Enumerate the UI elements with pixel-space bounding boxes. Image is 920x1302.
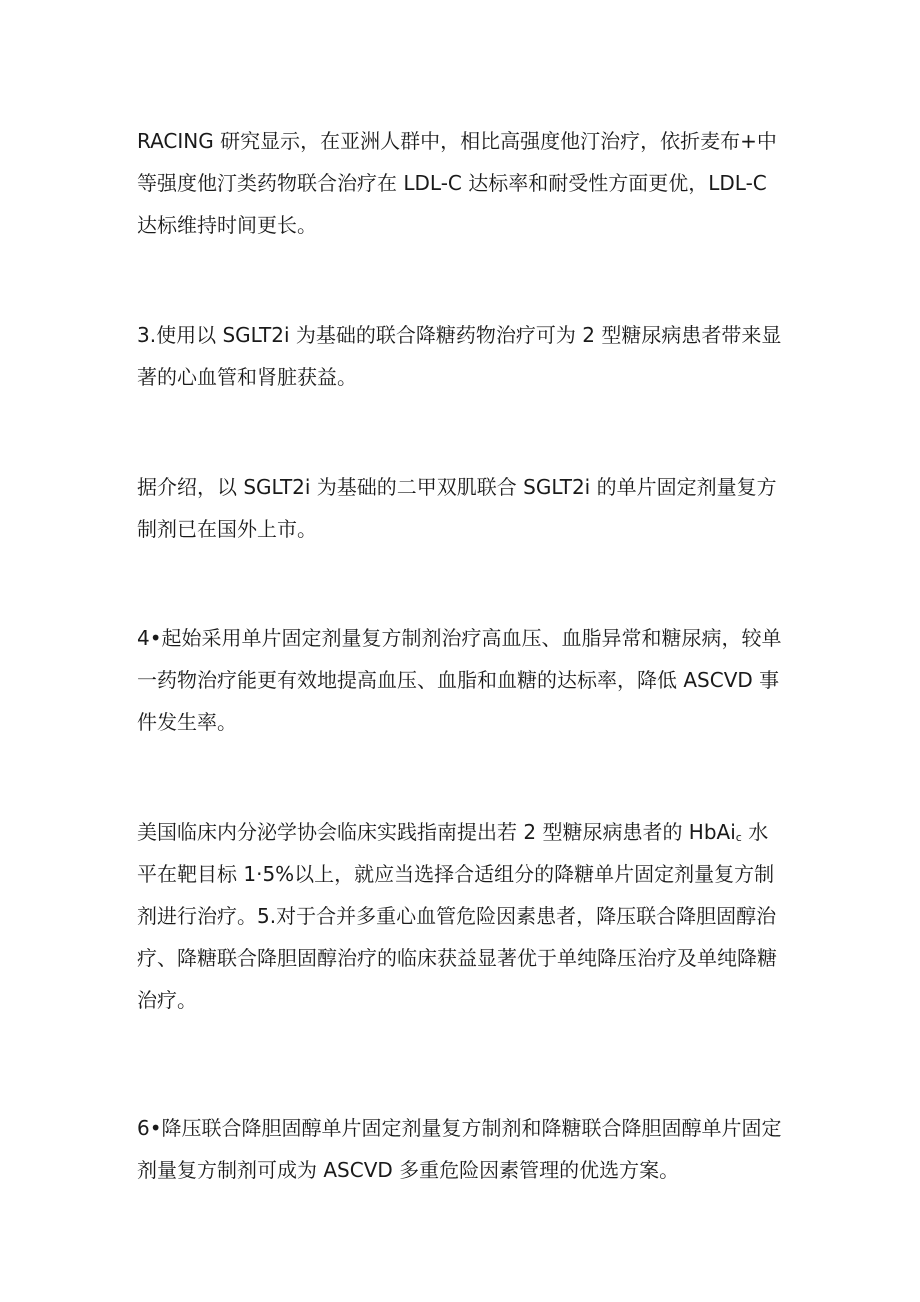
sglt2i-intro-paragraph [137,466,787,550]
text-line: 等强度他汀类药物联合治疗在 LDL-C 达标率和耐受性方面更优，LDL-C [137,171,767,195]
text-line: 剂量复方制剂可成为 ASCVD 多重危险因素管理的优选方案。 [137,1158,680,1182]
text-line: 3.使用以 SGLT2i 为基础的联合降糖药物治疗可为 2 型糖尿病患者带来显 [137,323,782,347]
guideline-paragraph [137,811,787,1021]
text-line: 平在靶目标 1·5%以上，就应当选择合适组分的降糖单片固定剂量复方制 [137,862,775,886]
text-line: 一药物治疗能更有效地提高血压、血脂和血糖的达标率，降低 ASCVD 事 [137,668,780,692]
point-3-paragraph [137,314,787,398]
racing-study-paragraph [137,120,787,246]
text-line: 达标维持时间更长。 [137,213,317,237]
text-line: 治疗。 [137,988,197,1012]
point-4-paragraph [137,617,787,743]
subscript-c: c [735,831,742,844]
text-line: RACING 研究显示，在亚洲人群中，相比高强度他汀治疗，依折麦布+中 [137,129,777,153]
text-line: 据介绍，以 SGLT2i 为基础的二甲双肌联合 SGLT2i 的单片固定剂量复方 [137,475,777,499]
text-line [137,811,787,853]
text-line: 著的心血管和肾脏获益。 [137,365,357,389]
text-segment: 美国临床内分泌学协会临床实践指南提出若 2 型糖尿病患者的 HbAi [137,820,736,844]
point-6-paragraph [137,1107,787,1191]
text-line: 件发生率。 [137,710,237,734]
text-line: 6•降压联合降胆固醇单片固定剂量复方制剂和降糖联合降胆固醇单片固定 [137,1116,782,1140]
text-line: 剂进行治疗。5.对于合并多重心血管危险因素患者，降压联合降胆固醇治 [137,904,777,928]
text-segment: 水 [741,820,769,844]
text-line: 4•起始采用单片固定剂量复方制剂治疗高血压、血脂异常和糖尿病，较单 [137,626,782,650]
text-line: 制剂已在国外上市。 [137,517,317,541]
text-line: 疗、降糖联合降胆固醇治疗的临床获益显著优于单纯降压治疗及单纯降糖 [137,946,777,970]
